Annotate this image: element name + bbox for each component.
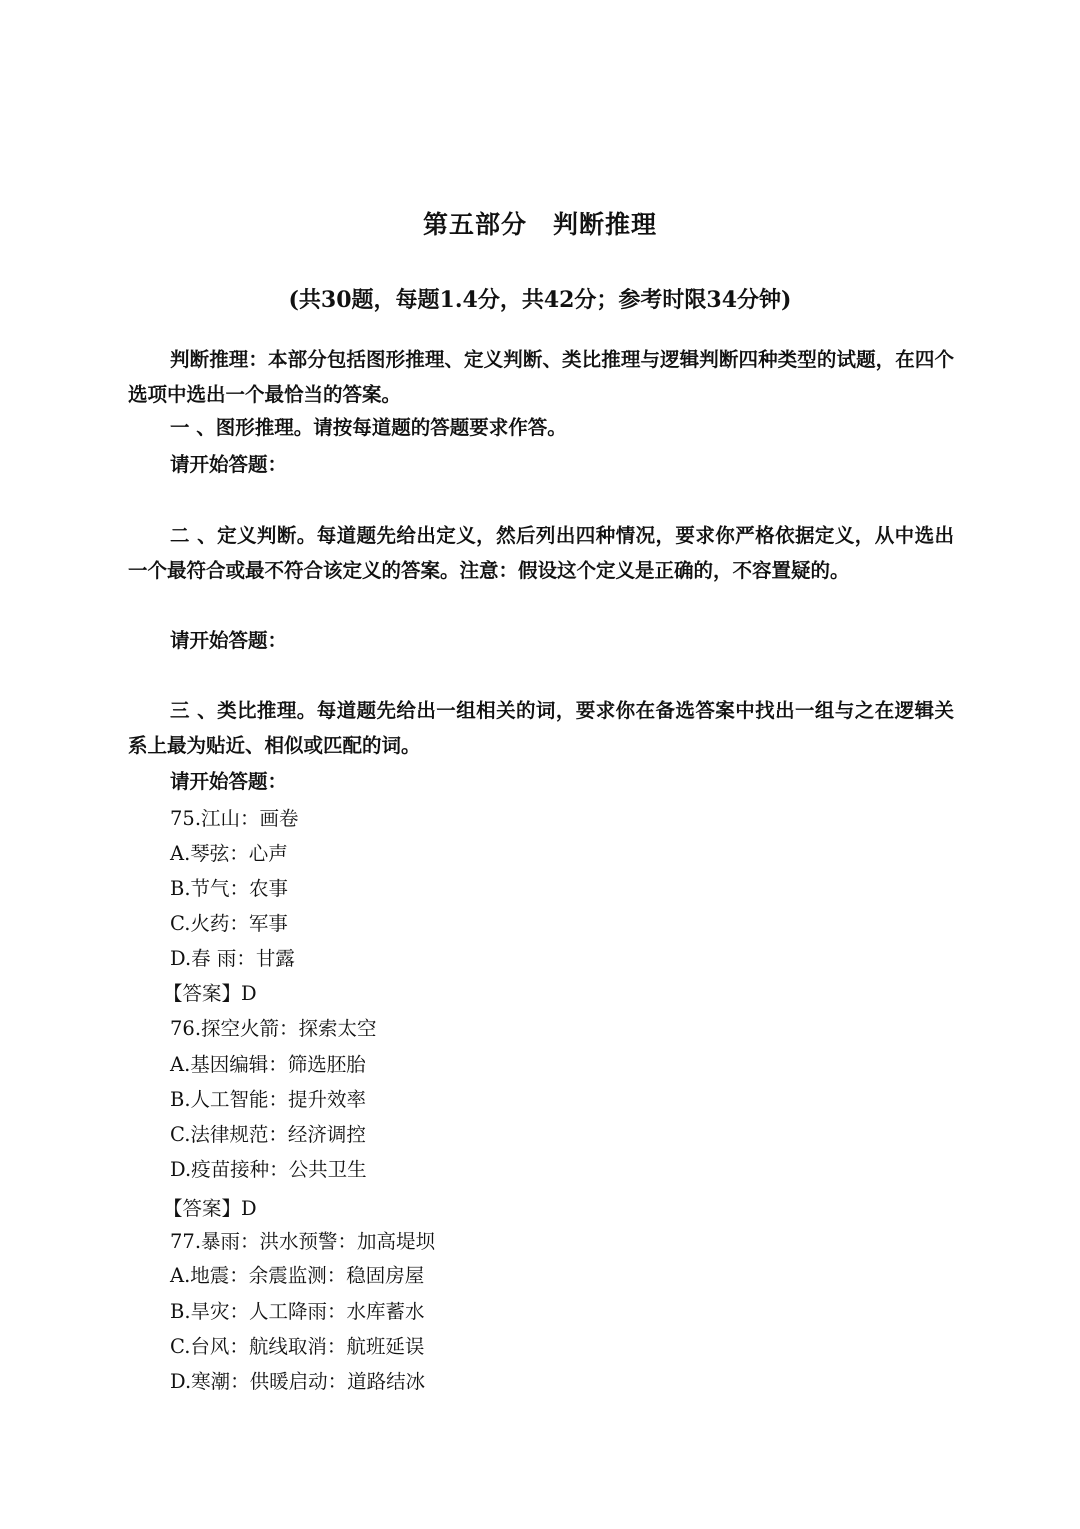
- question-75-stem: 75.江山：画卷: [170, 807, 299, 830]
- question-76-option-b: B.人工智能：提升效率: [170, 1088, 367, 1111]
- question-75-option-a: A.琴弦：心声: [170, 842, 288, 865]
- part-number: 第五部分: [422, 210, 527, 239]
- section-2-start: 请开始答题：: [170, 629, 288, 652]
- question-75-option-b: B.节气：农事: [170, 877, 289, 900]
- section-1-heading: 一 、图形推理。请按每道题的答题要求作答。: [170, 416, 567, 439]
- question-76-option-d: D.疫苗接种：公共卫生: [170, 1158, 367, 1181]
- section-3-heading: 三 、类比推理。每道题先给出一组相关的词，要求你在备选答案中找出一组与之在逻辑关系上最为贴近、相似或匹配的词。: [128, 699, 954, 757]
- question-77-option-b: B.旱灾：人工降雨：水库蓄水: [170, 1300, 425, 1323]
- question-76-option-a: A.基因编辑：筛选胚胎: [170, 1053, 366, 1076]
- question-75-option-d: D.春 雨：甘露: [170, 947, 295, 970]
- part-title: [0, 205, 1080, 241]
- section-3-start: 请开始答题：: [170, 770, 288, 793]
- section-1-start: 请开始答题：: [170, 453, 288, 476]
- question-76-option-c: C.法律规范：经济调控: [170, 1123, 366, 1146]
- question-76-answer: 【答案】D: [163, 1197, 257, 1220]
- part-section: 判断推理: [553, 210, 658, 239]
- question-77-option-c: C.台风：航线取消：航班延误: [170, 1335, 425, 1358]
- question-75-option-c: C.火药：军事: [170, 912, 288, 935]
- question-77-stem: 77.暴雨：洪水预警：加高堤坝: [170, 1230, 436, 1253]
- question-77-option-d: D.寒潮：供暖启动：道路结冰: [170, 1370, 426, 1393]
- intro-description: 判断推理：本部分包括图形推理、定义判断、类比推理与逻辑判断四种类型的试题，在四个选项中选出一个最恰当的答案。: [128, 348, 954, 406]
- question-75-answer: 【答案】D: [163, 982, 257, 1005]
- question-76-stem: 76.探空火箭：探索太空: [170, 1017, 377, 1040]
- part-info: (共30题，每题1.4分，共42分；参考时限34分钟): [288, 287, 792, 313]
- section-2-heading: 二 、定义判断。每道题先给出定义，然后列出四种情况，要求你严格依据定义，从中选出一个最符合或最不符合该定义的答案。注意：假设这个定义是正确的，不容置疑的。: [128, 524, 954, 582]
- question-77-option-a: A.地震：余震监测：稳固房屋: [170, 1264, 425, 1287]
